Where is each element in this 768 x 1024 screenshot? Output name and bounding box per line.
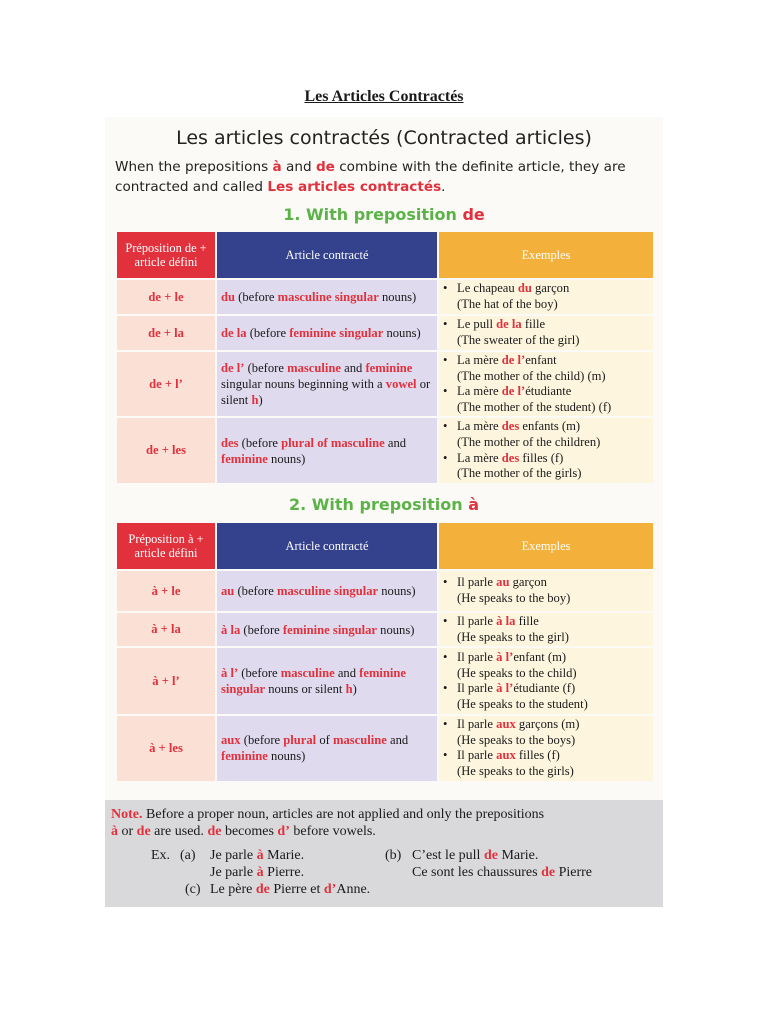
examples-cell [439,280,653,314]
example-line [443,681,649,697]
highlight-text: à la [496,614,516,628]
plain-text: or silent [221,377,431,408]
table-row [117,571,653,611]
example-b-line-2 [412,864,592,882]
bullet-icon [443,369,457,385]
article-cell [217,280,437,314]
example-text: Le père [210,882,256,897]
example-line [443,466,649,482]
example-c-label: (c) [185,882,201,897]
example-b-line-1 [412,847,538,865]
example-text [457,435,600,451]
plain-text: Il parle [457,575,497,590]
example-text [457,717,579,733]
highlight-text: des [221,435,239,450]
bullet-icon [443,666,457,682]
example-text: Ce sont les chaussures [412,865,542,880]
bullet-icon: • [443,614,448,628]
example-line [443,369,649,385]
table-row [117,316,653,350]
example-text [457,591,570,607]
example-line [443,317,649,333]
example-text [457,630,569,646]
bullet-icon: • [443,419,448,434]
header-article: Article contracté [217,523,437,569]
example-text [457,575,547,591]
plain-text: (before [246,326,290,340]
example-a-label: (a) [180,848,196,863]
highlight-text: feminine singular [221,666,407,697]
highlight-text: feminine [221,451,268,466]
intro-a: à [272,159,282,175]
bullet-icon [443,466,457,482]
note-line-2 [111,823,376,841]
note-a: à [111,824,118,839]
examples-cell [439,352,653,416]
grammar-panel [105,117,663,907]
example-text: Je parle [210,865,257,880]
plain-text: (The mother of the girls) [457,466,582,481]
preposition-cell: de + le [117,280,215,314]
header-examples: Exemples [439,523,653,569]
highlight-text: à l’ [221,666,239,681]
example-line [443,733,649,749]
table-row [117,648,653,714]
highlight-text: à l’ [496,650,514,664]
bullet-icon [443,435,457,451]
plain-text: (before [234,584,277,598]
article-cell [217,613,437,646]
highlight-text: au [496,575,510,590]
plain-text: (before [240,733,284,748]
plain-text: La mère [457,353,502,367]
example-text [457,681,575,697]
article-cell [217,316,437,350]
article-cell [217,648,437,714]
highlight-text: plural of masculine [281,435,385,450]
bullet-icon [443,591,457,607]
example-text [457,384,571,400]
bullet-icon [443,764,457,780]
plain-text: (He speaks to the boys) [457,732,576,747]
plain-text: of [316,733,333,748]
section-2-title [105,495,663,514]
table-row [117,352,653,416]
example-line [443,451,649,467]
header-article: Article contracté [217,232,437,278]
intro-de: de [315,159,335,175]
bullet-icon [443,400,457,416]
example-text [457,419,580,435]
example-text [457,666,577,682]
example-text [457,369,606,385]
plain-text: nouns) [267,749,306,764]
page-title: Les Articles Contractés [304,88,464,105]
example-text [457,297,558,313]
example-line [443,717,649,733]
plain-text: nouns) [383,326,421,340]
example-text [457,748,560,764]
example-text [457,614,539,630]
article-cell [217,716,437,780]
plain-text: (before [244,361,288,376]
examples-cell [439,613,653,646]
plain-text: (The mother of the child) (m) [457,368,606,383]
plain-text: Il parle [457,717,497,732]
header-examples: Exemples [439,232,653,278]
plain-text: and [334,666,360,681]
example-line [443,435,649,451]
note-text: before vowels. [289,824,376,839]
highlight-text: h [345,682,353,697]
bullet-icon [443,697,457,713]
plain-text: ) [352,682,357,697]
example-red: d’ [323,882,337,897]
section-1-title-red: de [462,205,485,224]
example-red: à [256,865,264,880]
highlight-text: feminine singular [289,326,384,340]
plain-text: La mère [457,419,502,434]
bullet-icon: • [443,650,448,664]
bullet-icon [443,733,457,749]
example-line [443,614,649,630]
table-row [117,418,653,482]
plain-text: enfant (m) [513,650,567,664]
note-text: are used. [150,824,208,839]
example-text: Anne. [336,882,371,897]
example-b-label: (b) [385,848,402,863]
plain-text: and [384,435,407,450]
highlight-text: vowel [385,377,417,392]
note-label: Note. [111,807,143,822]
example-line [443,297,649,313]
plain-text: (before [238,435,282,450]
preposition-cell: à + les [117,716,215,780]
example-text [457,733,575,749]
bullet-icon [443,630,457,646]
plain-text: Il parle [457,748,497,763]
plain-text: Le pull [457,317,497,332]
example-line [443,748,649,764]
table-de [115,230,655,485]
plain-text: étudiante [525,384,572,399]
example-text: Pierre et [269,882,324,897]
example-line [443,591,649,607]
note-de: de [136,824,151,839]
panel-heading: Les articles contractés (Contracted articles) [176,127,592,149]
plain-text: (before [235,290,278,304]
example-text: Pierre. [263,865,305,880]
intro-text: and [281,159,316,175]
plain-text: (He speaks to the child) [457,665,577,680]
example-line [443,419,649,435]
plain-text: Il parle [457,681,497,696]
section-2-title-red: à [468,495,480,514]
plain-text: garçon [509,575,547,590]
example-c-line [210,881,370,899]
bullet-icon: • [443,384,448,399]
examples-cell [439,571,653,611]
preposition-cell: de + la [117,316,215,350]
example-line [443,333,649,349]
plain-text: Le chapeau [457,281,518,296]
example-red: de [483,848,498,863]
table-row [117,613,653,646]
examples-cell [439,648,653,714]
plain-text: (The mother of the children) [457,434,601,449]
plain-text: nouns) [378,290,417,304]
plain-text: La mère [457,384,502,399]
example-line [443,697,649,713]
highlight-text: masculine [332,733,387,748]
example-red: de [541,865,556,880]
note-text: or [118,824,137,839]
table-row [117,716,653,780]
highlight-text: de la [496,317,522,332]
example-text [457,400,611,416]
plain-text: and [340,361,366,376]
bullet-icon: • [443,575,448,590]
example-red: à [256,848,264,863]
plain-text: La mère [457,450,502,465]
highlight-text: aux [496,717,516,732]
bullet-icon: • [443,681,448,696]
plain-text: (He speaks to the boy) [457,591,571,605]
example-text [457,466,582,482]
plain-text: filles (f) [519,450,564,465]
bullet-icon: • [443,450,448,465]
preposition-cell: de + l’ [117,352,215,416]
examples-cell [439,418,653,482]
example-text: Pierre [555,865,593,880]
highlight-text: à la [221,622,241,637]
example-line [443,575,649,591]
highlight-text: des [501,450,520,465]
plain-text: (The hat of the boy) [457,297,558,311]
note-de: de [207,824,222,839]
preposition-cell: à + le [117,571,215,611]
section-1-title [105,205,663,224]
intro-text: combine with the definite article, they are contracted and called [115,159,626,195]
plain-text: (before [238,666,281,681]
example-text [457,353,557,369]
preposition-cell: à + la [117,613,215,646]
bullet-icon [443,333,457,349]
example-text [457,650,566,666]
table-row [117,280,653,314]
header-preposition: Préposition de + article défini [117,232,215,278]
plain-text: (The mother of the student) (f) [457,399,612,414]
example-text [457,333,579,349]
example-text [457,317,545,333]
example-line [443,353,649,369]
examples-cell [439,716,653,780]
plain-text: (He speaks to the girl) [457,629,569,644]
example-text [457,697,588,713]
table-a [115,521,655,783]
example-text: Marie. [263,848,305,863]
article-cell [217,352,437,416]
example-line [443,666,649,682]
note-d: d’ [277,824,290,839]
plain-text: (The sweater of the girl) [457,333,580,347]
highlight-text: masculine singular [276,584,379,598]
highlight-text: de l’ [501,353,526,367]
plain-text: Il parle [457,650,497,664]
plain-text: fille [521,317,546,332]
example-line [443,400,649,416]
example-text [457,281,569,297]
example-line [443,281,649,297]
highlight-text: masculine [280,666,335,681]
highlight-text: masculine singular [277,290,379,304]
plain-text: nouns) [377,622,415,637]
example-text [457,451,563,467]
note-text: becomes [221,824,278,839]
example-red: de [255,882,270,897]
plain-text: nouns) [378,584,416,598]
example-text [457,764,574,780]
plain-text: nouns or silent [265,682,346,697]
example-text: Je parle [210,848,257,863]
plain-text: garçons (m) [515,717,580,732]
plain-text: (He speaks to the girls) [457,763,574,778]
highlight-text: de l’ [501,384,526,399]
plain-text: nouns) [267,451,306,466]
header-preposition: Préposition à + article défini [117,523,215,569]
preposition-cell: de + les [117,418,215,482]
plain-text: ) [258,393,263,408]
bullet-icon [443,297,457,313]
highlight-text: des [501,419,520,434]
article-cell [217,418,437,482]
preposition-cell: à + l’ [117,648,215,714]
highlight-text: de la [221,326,247,340]
bullet-icon: • [443,717,448,732]
example-text: Marie. [497,848,539,863]
example-label: Ex. [151,848,171,863]
bullet-icon: • [443,748,448,763]
examples-cell [439,316,653,350]
intro-paragraph [115,157,655,197]
intro-term: Les articles contractés [267,179,442,195]
example-line [443,764,649,780]
bullet-icon: • [443,353,448,367]
plain-text: Il parle [457,614,497,628]
highlight-text: masculine [287,361,341,376]
highlight-text: du [517,281,532,296]
highlight-text: feminine [365,361,413,376]
highlight-text: à l’ [496,681,514,696]
bullet-icon: • [443,281,448,296]
plain-text: enfants (m) [519,419,581,434]
note-line-1 [111,806,659,824]
example-a-line-1 [210,847,304,865]
plain-text: filles (f) [515,748,560,763]
example-line [443,650,649,666]
highlight-text: plural [283,733,317,748]
section-2-title-text: 2. With preposition [288,495,469,514]
plain-text: singular nouns beginning with a [221,377,386,392]
example-a-line-2 [210,864,304,882]
plain-text: enfant [525,353,557,367]
plain-text: (before [240,622,283,637]
plain-text: and [386,733,409,748]
plain-text: garçon [531,281,570,296]
plain-text: fille [515,614,539,628]
example-text: C’est le pull [412,848,484,863]
plain-text: étudiante (f) [513,681,576,696]
highlight-text: h [251,393,259,408]
highlight-text: feminine singular [282,622,378,637]
example-line [443,630,649,646]
highlight-text: au [221,584,235,598]
highlight-text: de l’ [221,361,245,376]
highlight-text: aux [496,748,516,763]
bullet-icon: • [443,317,448,332]
plain-text: (He speaks to the student) [457,696,588,711]
highlight-text: feminine [221,749,268,764]
section-1-title-text: 1. With preposition [283,205,463,224]
note-text: Before a proper noun, articles are not applied and only the prepositions [142,807,545,822]
intro-text: . [441,179,446,195]
highlight-text: aux [221,733,241,748]
example-line [443,384,649,400]
highlight-text: du [221,290,236,304]
article-cell [217,571,437,611]
intro-text: When the prepositions [115,159,273,175]
note-box [105,800,663,907]
